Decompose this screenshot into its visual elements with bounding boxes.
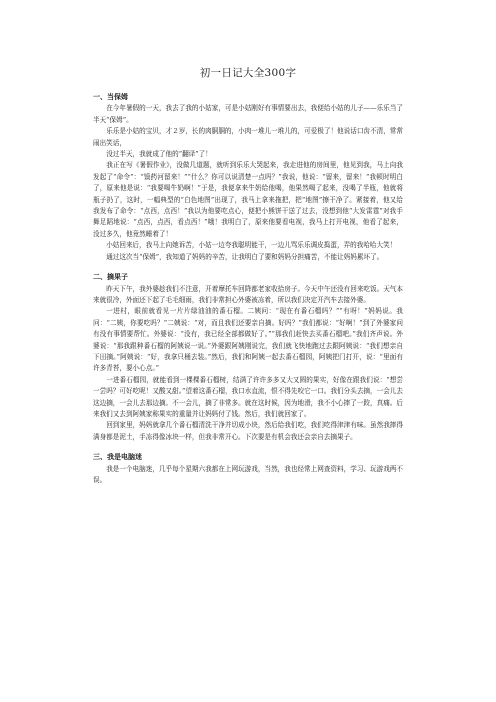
paragraph: 昨天下午，我外婆趁我们不注意，开着摩托车回降都老家收拾房子。今天中午还没有回来吃饭。天气本来就很冷，外面还下起了毛毛细雨，我们非常担心外婆被冻着，所以我们决定开汽车去接外婆。 xyxy=(93,284,403,304)
document-title: 初一日记大全300字 xyxy=(199,67,297,79)
section-heading: 三、我是电脑迷 xyxy=(93,453,142,462)
paragraph: 一进番石榴园，就能看到一棵棵番石榴树，结满了许许多多又大又圆的果实，好像在跟我们说：“想尝一尝吗？可好吃呢！又酸又甜。”望着这番石榴，我口水直流，恨不得先咬它一口。我们分头去摘，一会儿去这边摘，一会儿去那边摘。不一会儿，摘了非常多。就在这时候，因为地滑，我不小心摔了一跤，真痛。后来我们又去到阿姨家称果实的重量并让妈妈付了钱。然后，我们就回家了。 xyxy=(93,375,403,418)
document-body xyxy=(93,92,403,486)
section-spacer xyxy=(93,443,403,452)
section-heading: 一、当保姆 xyxy=(93,93,128,101)
paragraph: 一进村，眼前就看见一片片绿油油的番石榴。二姨问：“现在有番石榴吗？”“有呀！”妈妈说。我问：“二姨，你要吃吗？”二姨说：“对，而且我们还要亲自摘。好吗？”我们都说：“好啊！”到了外婆家问有没有事情要帮忙。外婆说：“没有，我已经全部都做好了。”“那我们赶快去买番石榴吧。”我们齐声说。外婆说：“那我跟种番石榴的阿姨说一说。”外婆跟阿姨刚说完，我们就飞快地跑过去跟阿姨说：“我们想亲自下田摘。”阿姨说：“好，我拿只桶去装。”然后，我们和阿姨一起去番石榴园，阿姨把门打开，说：“里面有许多青苔，要小心点。” xyxy=(93,307,403,373)
paragraph: 小姑回来后，我马上向她诉苦，小姑一边夸我聪明能干，一边儿骂乐乐调皮捣蛋，弄的我哈哈大笑！ xyxy=(106,241,397,250)
paragraph: 没过半天，我就成了他的“翻译”了！ xyxy=(106,150,212,159)
paragraph: 回到家里，妈妈就拿几个番石榴清洗干净并切成小块，然后给我们吃，我们吃得津津有味。虽然我摔得满身都是泥土，手冻得像冰块一样，但我非常开心。下次要是有机会我还会亲自去摘果子。 xyxy=(93,421,403,441)
paragraph: 乐乐是小姑的宝贝，才２岁，长的肉胴胴的，小肉一堆儿一堆儿的，可爱极了！他说话口齿不清，常常闹出笑话， xyxy=(93,127,403,147)
section-spacer xyxy=(93,263,403,272)
paragraph: 我正在写《暑假作业》，没做几道题，就听到乐乐大哭起来，我走进他的房间里，他见到我，马上向我发起了“命令”：“馍药河留来！”“什么？你可以说清楚一点吗？”我说，他说：“留来，留来！”我顿时明白了，原来他是说：“我要喝牛奶啊！”于是，我便拿来牛奶给他喝，他果然喝了起来，没喝了半瓶，他就将瓶子扔了，这时，一幅典型的“白色地图”出现了，我马上拿来拖把，把“地图”擦干净了。紧接着，他又给我发布了命令：“点西，点西！”我以为他要吃点心，便把小熊饼干送了过去，没想到他“大发雷霆”对我手舞足蹈地说：“点西，点西，看点西！”哦！我明白了，原来他要看电视，我马上打开电视，他看了起来，没过多久，他竟然睡着了！ xyxy=(93,161,403,238)
section-heading: 二、摘果子 xyxy=(93,273,128,282)
paragraph: 在今年暑假的一天，我去了我的小姑家，可是小姑刚好有事情要出去，我便给小姑的儿子——乐乐当了半天“保姆”。 xyxy=(93,104,403,124)
paragraph: 通过这次当“保姆”，我知道了妈妈的辛苦，让我明白了要和妈妈分担痛苦，不能让妈妈累坏了。 xyxy=(106,252,384,261)
paragraph: 我是一个电脑迷，几乎每个星期六我都在上网玩游戏，当然，我也经常上网查资料，学习、玩游戏两不误。 xyxy=(93,464,403,484)
